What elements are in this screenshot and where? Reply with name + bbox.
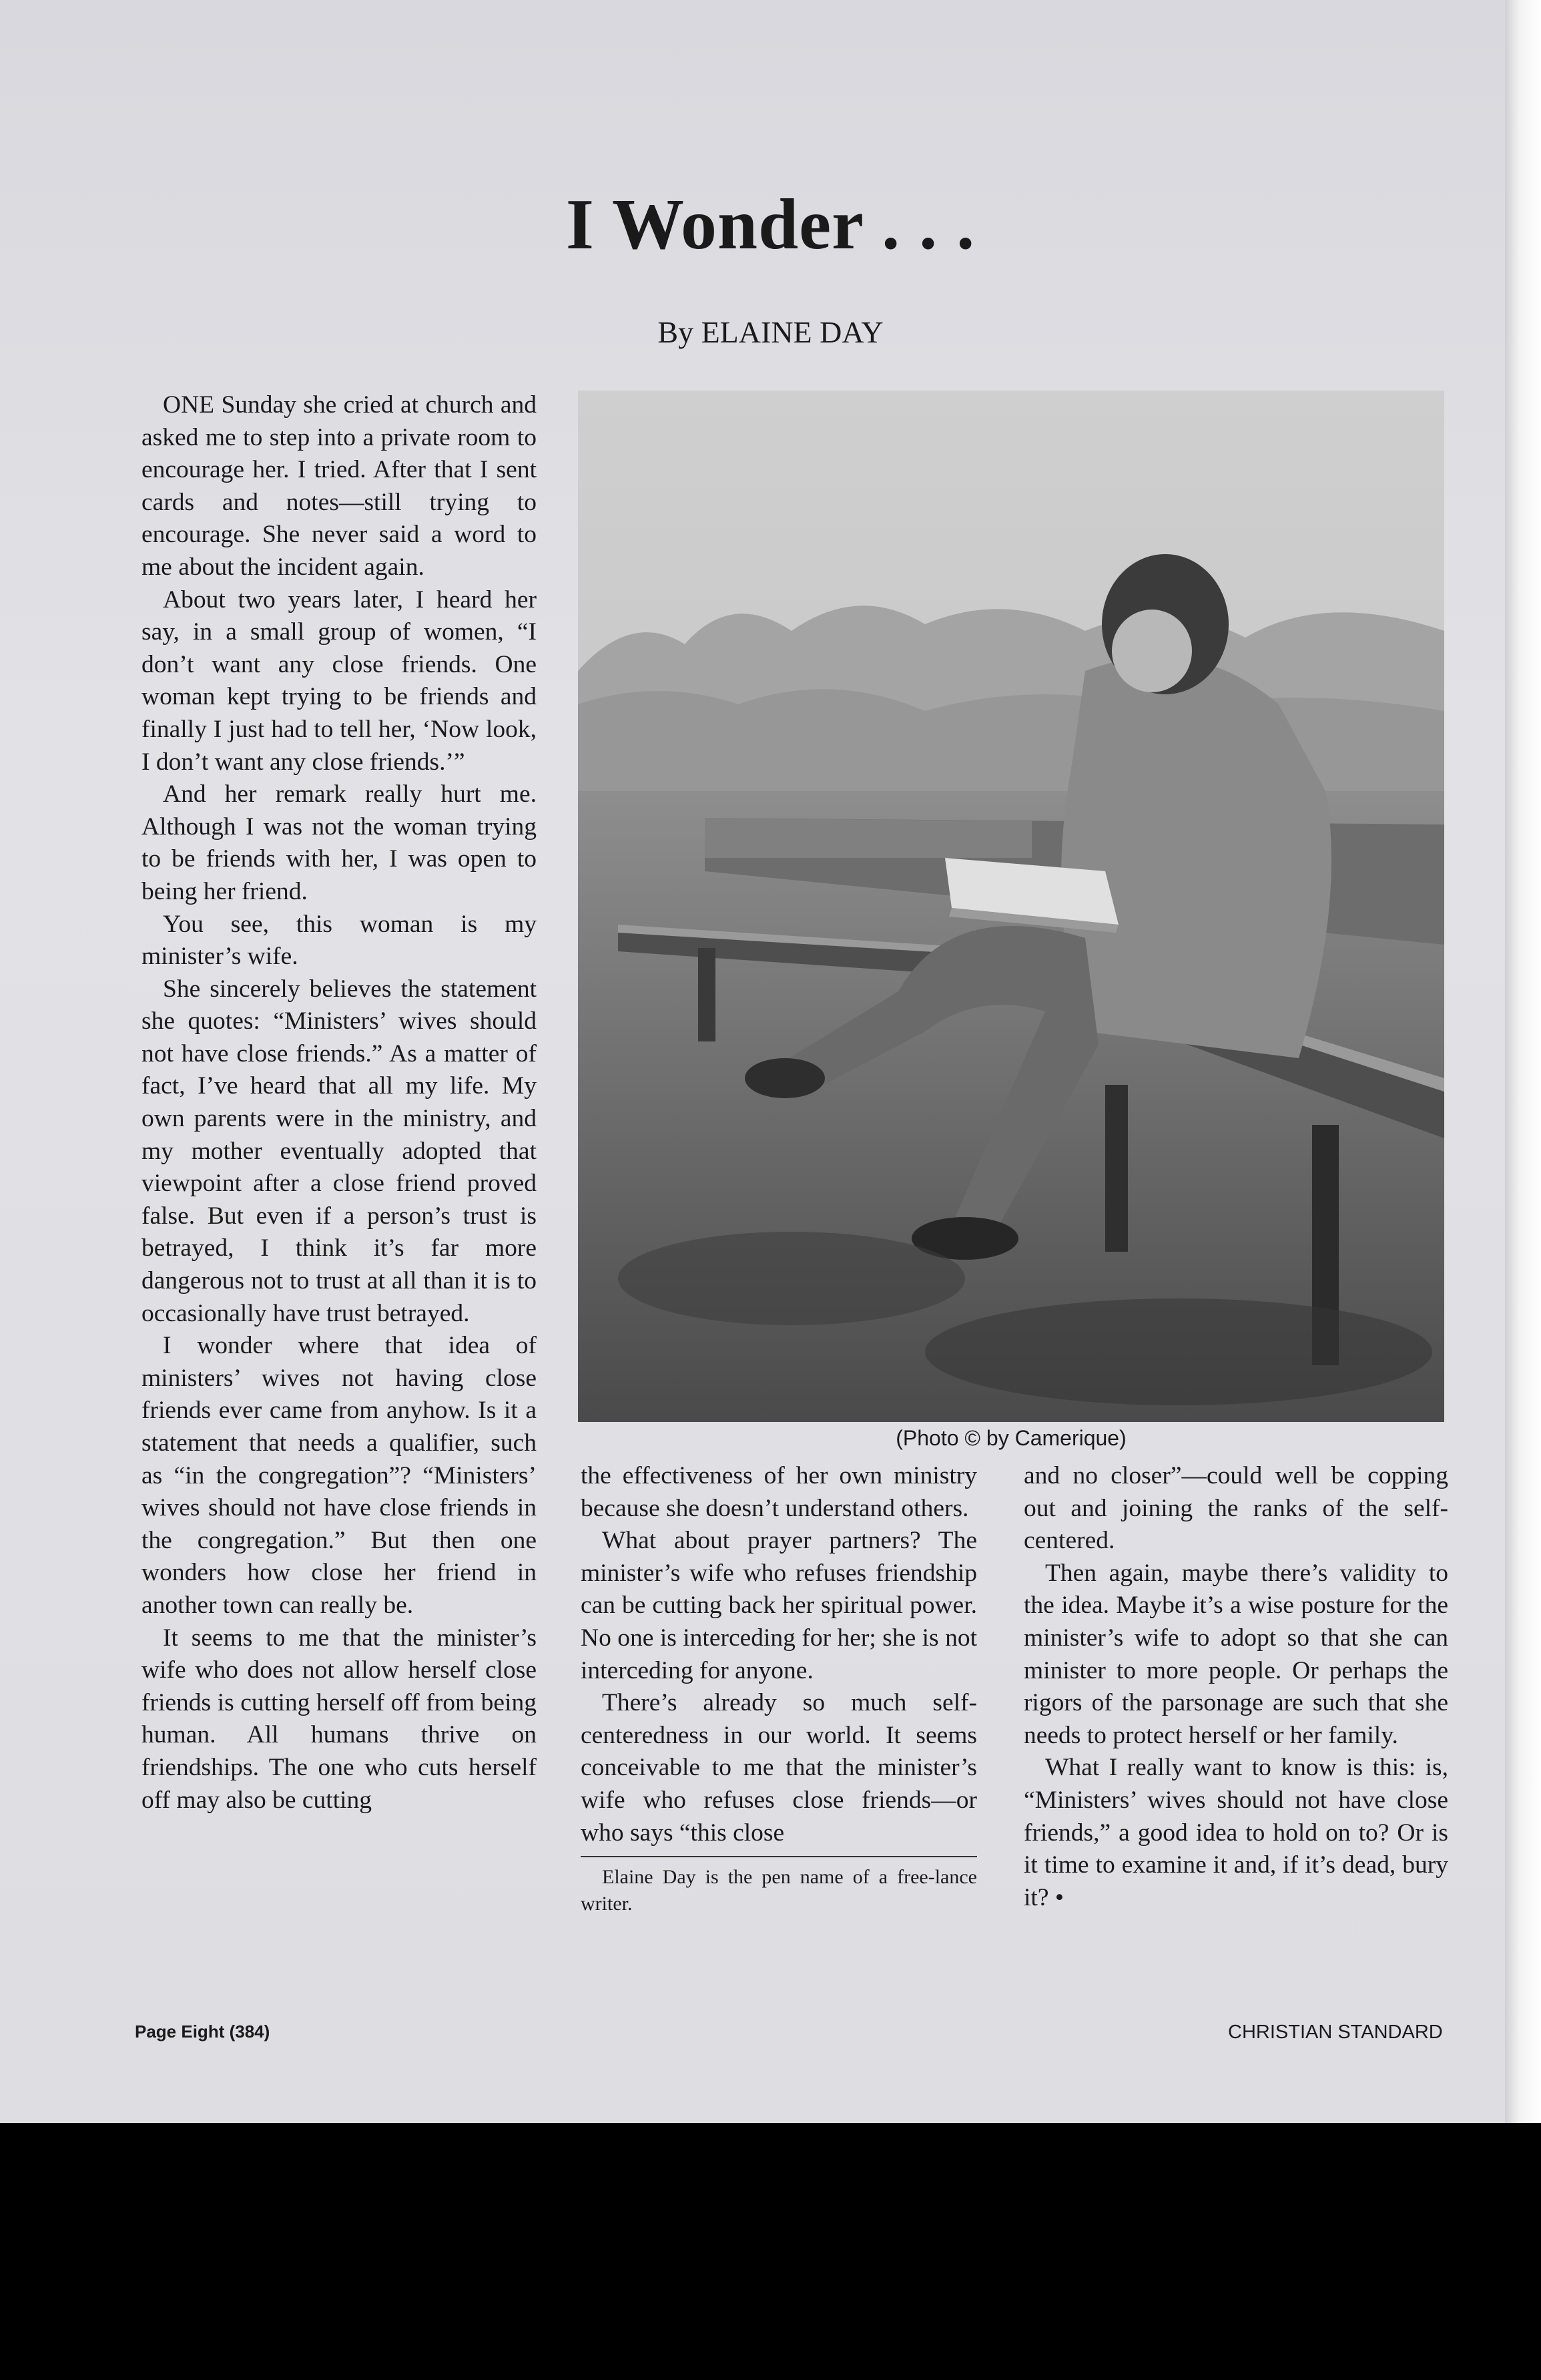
- paragraph: ONE Sunday she cried at church and asked me to step into a private room to encourage her. I tried. After that I sent cards and notes—still trying to encourage. She never said a word to me about the incident again.: [141, 391, 537, 581]
- paragraph: What about prayer partners? The minister’s wife who refuses friendship can be cutting back her spiritual power. No one is interceding for her; she is not interceding for anyone.: [581, 1527, 977, 1684]
- paragraph: and no closer”—could well be copping out and joining the ranks of the self-centered.: [1024, 1462, 1448, 1555]
- paragraph: It seems to me that the minister’s wife who does not allow herself close friends is cutting herself off from being human. All humans thrive on friendships. The one who cuts herself off may also be cutting: [141, 1624, 537, 1814]
- paragraph: About two years later, I heard her say, in a small group of women, “I don’t want any close friends. One woman kept trying to be friends and finally I just had to tell her, ‘Now look, I don’t want any close friends.’”: [141, 585, 537, 776]
- article-title: I Wonder . . .: [565, 185, 976, 264]
- author-bio-text: Elaine Day is the pen name of a free-lance writer.: [581, 1866, 977, 1915]
- author-bio: [581, 1856, 977, 1917]
- article-byline: By ELAINE DAY: [657, 315, 884, 349]
- paragraph: And her remark really hurt me. Although I was not the woman trying to be friends with her, I was open to being her friend.: [141, 780, 537, 905]
- publication-name: CHRISTIAN STANDARD: [1228, 2021, 1443, 2043]
- paragraph: Then again, maybe there’s validity to the idea. Maybe it’s a wise posture for the minister’s wife to adopt so that she can minister to more people. Or perhaps the rigors of the parsonage are such that she needs to protect herself or her family.: [1024, 1559, 1448, 1749]
- paragraph: You see, this woman is my minister’s wife.: [141, 910, 537, 971]
- paragraph: She sincerely believes the statement she quotes: “Ministers’ wives should not have close friends.” As a matter of fact, I’ve heard that all my life. My own parents were in the ministry, and my mother eventually adopted that viewpoint after a close friend proved false. But even if a person’s trust is betrayed, I think it’s far more dangerous not to trust at all than it is to occasionally have trust betrayed.: [141, 975, 537, 1327]
- article-photo: [578, 391, 1444, 1422]
- paragraph: I wonder where that idea of ministers’ wives not having close friends ever came from anyhow. Is it a statement that needs a qualifier, such as “in the congregation”? “Ministers’ wives should not have close friends in the congregation.” But then one wonders how close her friend in another town can really be.: [141, 1332, 537, 1619]
- text-column-2: [581, 1460, 977, 1917]
- paragraph: There’s already so much self-centeredness in our world. It seems conceivable to me that the minister’s wife who refuses close friends—or who says “this close: [581, 1689, 977, 1847]
- text-column-3: [1024, 1460, 1448, 1914]
- photo-credit: (Photo © by Camerique): [896, 1426, 1127, 1450]
- page-number: Page Eight (384): [135, 2021, 270, 2042]
- photo-woman-reading-on-bench: [578, 391, 1444, 1422]
- paragraph: the effectiveness of her own ministry because she doesn’t understand others.: [581, 1462, 977, 1522]
- paragraph: What I really want to know is this: is, “Ministers’ wives should not have close friends,” a good idea to hold on to? Or is it time to examine it and, if it’s dead, bury it? •: [1024, 1754, 1448, 1911]
- text-column-1: [141, 389, 537, 1817]
